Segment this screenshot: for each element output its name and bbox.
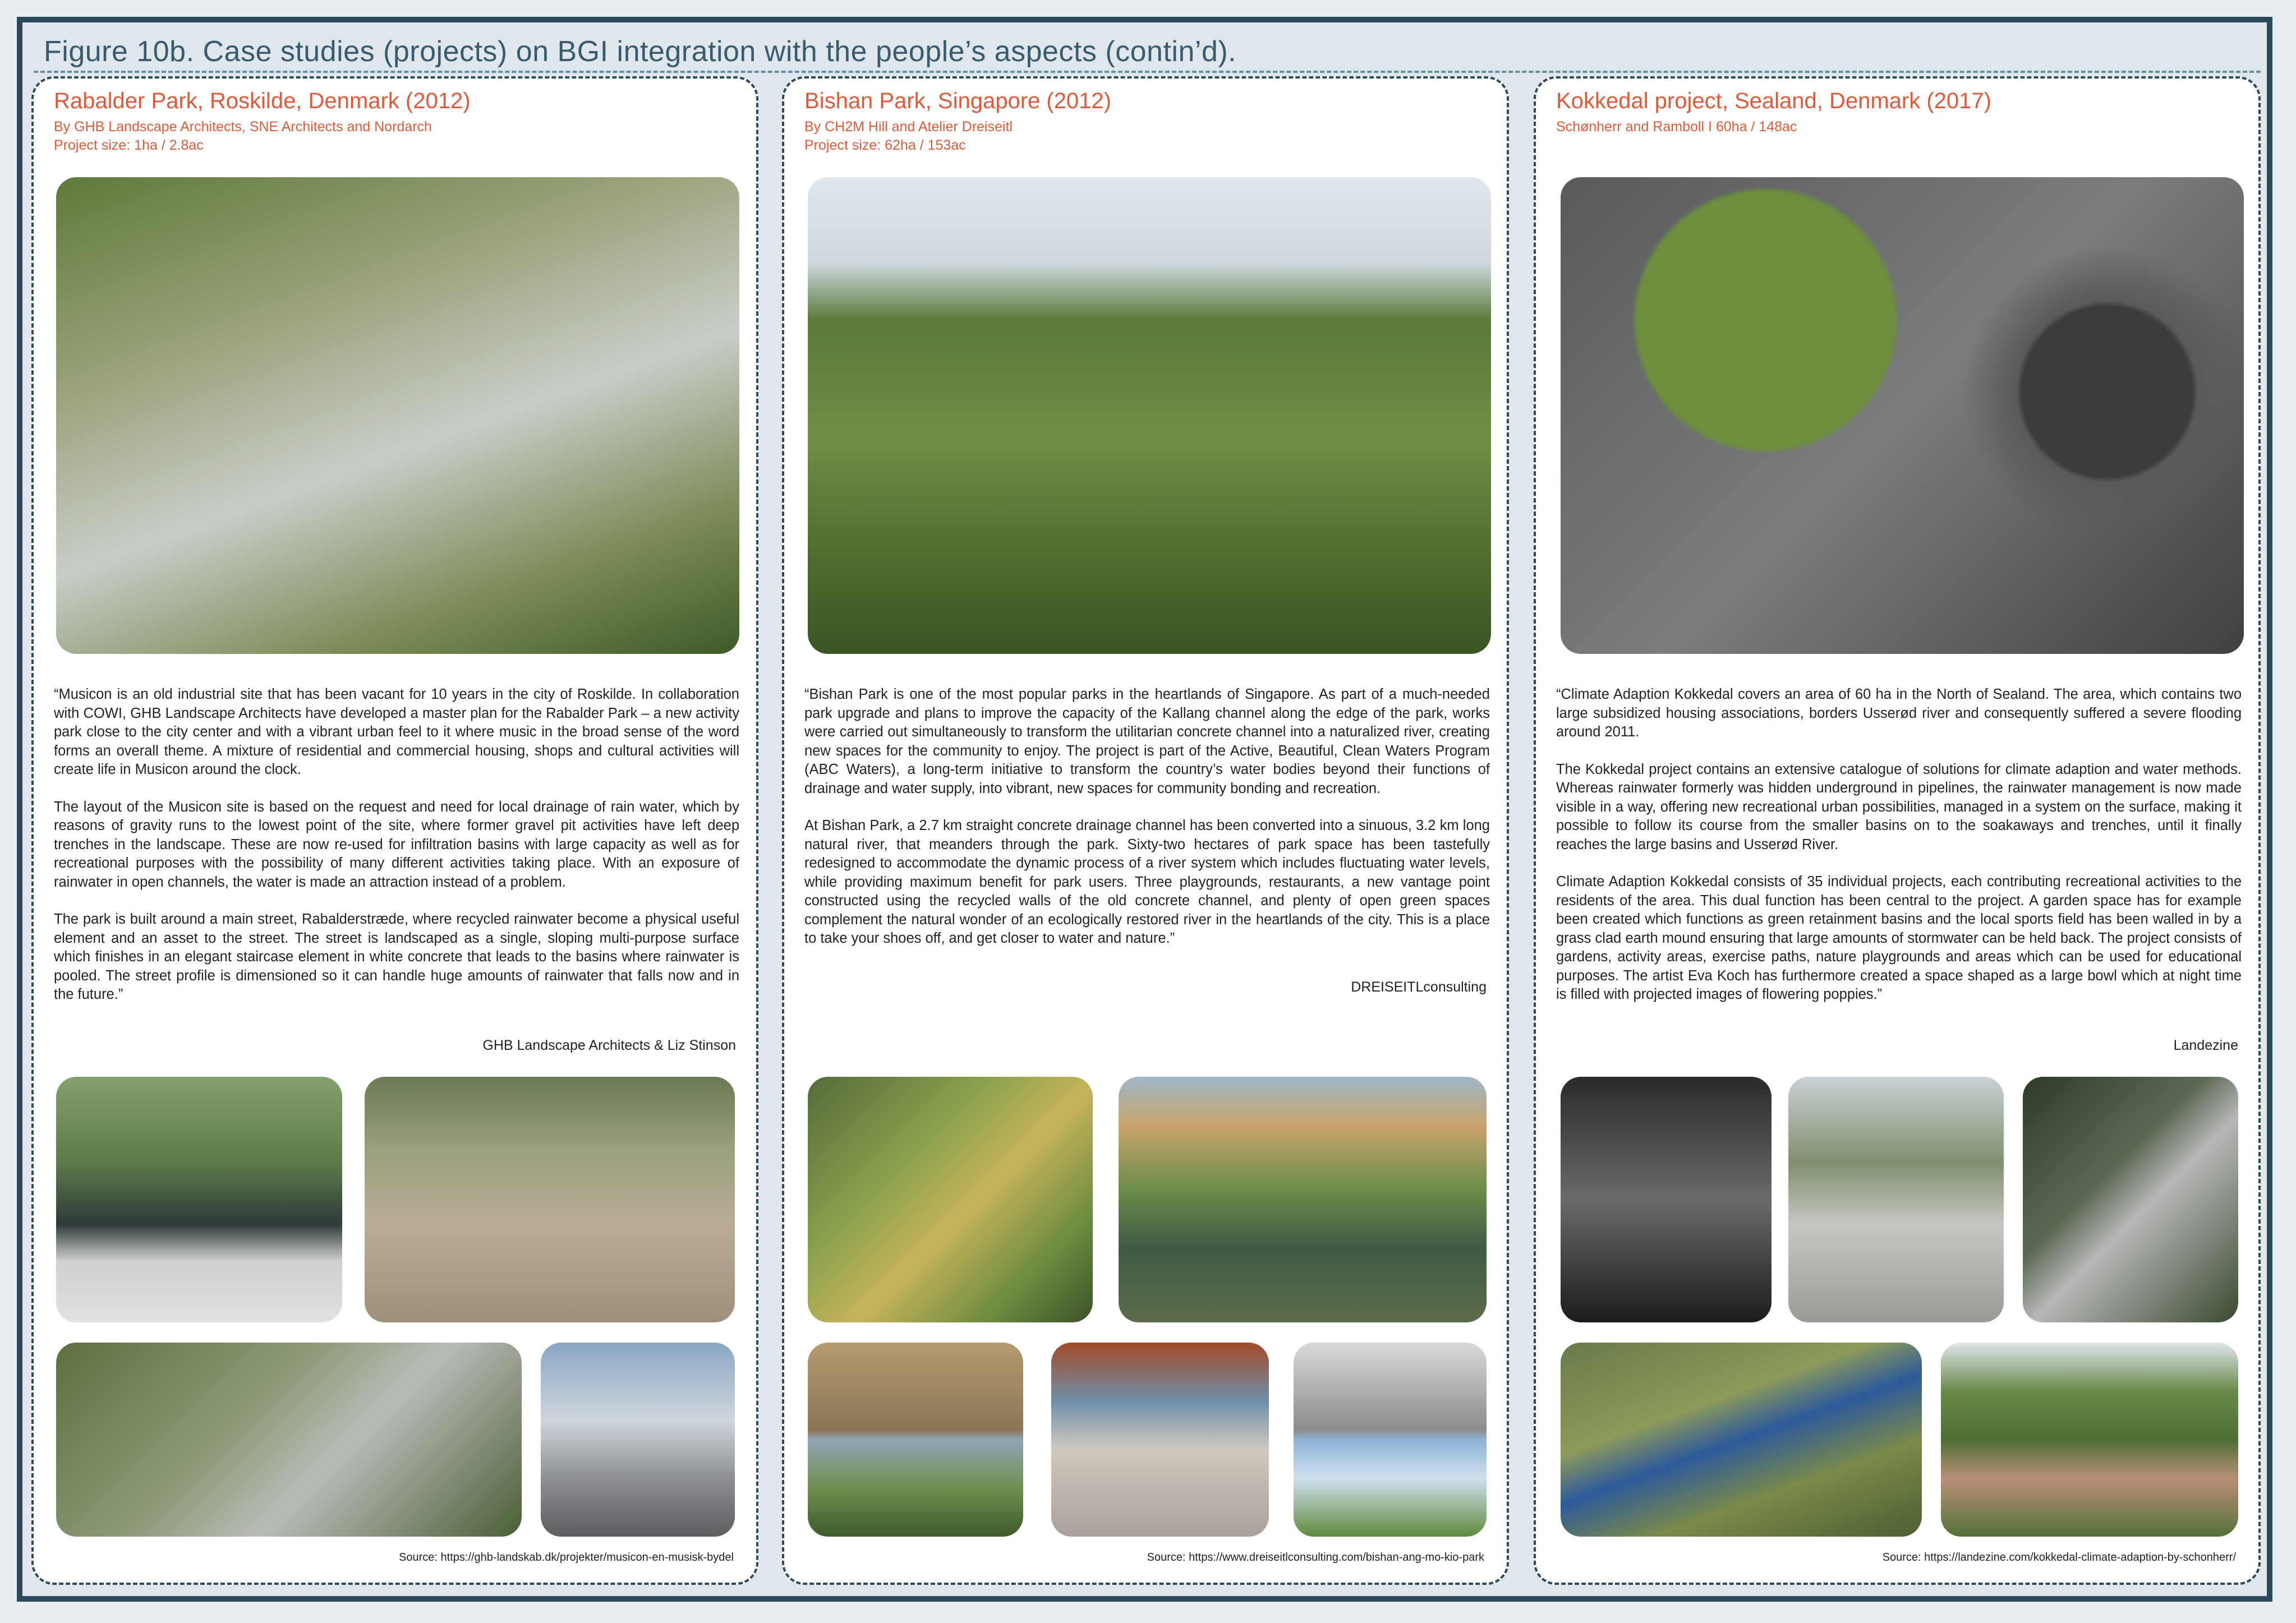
gallery-photo — [56, 1077, 342, 1322]
gallery-photo — [808, 1077, 1093, 1322]
main-photo — [808, 177, 1491, 654]
panel-body-text — [1556, 685, 2242, 1023]
paragraph: The park is built around a main street, Rabalderstræde, where recycled rainwater become a physical useful element and an asset to the street. The street is landscaped as a single, sloping multi-purpose surface which finishes in an elegant staircase element in white concrete that leads to the basins where rainwater is pooled. The street profile is dimensioned so it can handle huge amounts of rainwater that falls now and in the future.” — [54, 911, 739, 1002]
case-study-panel-bishan — [782, 76, 1509, 1585]
case-study-panel-kokkedal — [1534, 76, 2261, 1585]
gallery-photo — [1561, 1343, 1922, 1537]
gallery-photo — [2023, 1077, 2238, 1322]
paragraph: “Musicon is an old industrial site that has been vacant for 10 years in the city of Roskilde. In collaboration with COWI, GHB Landscape Architects have developed a master plan for the Rabalder Park – a new activity park close to the city center and with a vibrant urban feel to it where music in the broad sense of the word forms an overall theme. A mixture of residential and commercial housing, shops and cultural activities will create life in Musicon around the clock. — [54, 686, 739, 777]
panel-source: Source: https://landezine.com/kokkedal-climate-adaption-by-schonherr/ — [1882, 1551, 2236, 1564]
panel-credit: GHB Landscape Architects & Liz Stinson — [482, 1038, 736, 1053]
gallery-photo — [56, 1343, 522, 1537]
paragraph: “Bishan Park is one of the most popular parks in the heartlands of Singapore. As part of a much-needed park upgrade and plans to improve the capacity of the Kallang channel along the edge of the park, works were carried out simultaneously to transform the utilitarian concrete channel into a naturalized river, creating new spaces for the community to enjoy. The project is part of the Active, Beautiful, Clean Waters Program (ABC Waters), a long-term initiative to transform the country’s water bodies beyond their functions of drainage and water supply, into vibrant, new spaces for community bonding and recreation. — [804, 686, 1490, 796]
panel-title: Rabalder Park, Roskilde, Denmark (2012) — [54, 89, 471, 113]
panel-title: Kokkedal project, Sealand, Denmark (2017) — [1556, 89, 1991, 113]
paragraph: “Climate Adaption Kokkedal covers an area of 60 ha in the North of Sealand. The area, which contains two large subsidized housing associations, borders Usserød river and consequently suffered a severe flooding around 2011. — [1556, 686, 2242, 740]
gallery-photo — [365, 1077, 735, 1322]
gallery-photo — [1788, 1077, 2004, 1322]
gallery-photo — [808, 1343, 1023, 1537]
panel-body-text — [54, 685, 739, 1023]
panel-size: Project size: 1ha / 2.8ac — [54, 137, 204, 153]
paragraph: The Kokkedal project contains an extensive catalogue of solutions for climate adaption and water methods. Whereas rainwater formerly was hidden underground in pipelines, the rainwater management is now made visible in a way, offering new recreational urban possibilities, managed in a system on the surface, making it possible to follow its course from the smaller basins on to the soakaways and trenches, until it finally reaches the large basins and Usserød River. — [1556, 761, 2242, 852]
paragraph: Climate Adaption Kokkedal consists of 35 individual projects, each contributing recreational activities to the residents of the area. This dual function has been central to the project. A garden space has for example been created which functions as green retainment basins and the local sports field has been walled in by a grass clad earth mound ensuring that large amounts of stormwater can be held back. The project consists of gardens, activity areas, exercise paths, nature playgrounds and areas which can be used for educational purposes. The artist Eva Koch has furthermore created a space shaped as a large bowl which at night time is filled with projected images of flowering poppies.” — [1556, 874, 2242, 1002]
panel-subtitle — [804, 118, 1013, 155]
panel-title: Bishan Park, Singapore (2012) — [804, 89, 1111, 113]
panel-authors: By GHB Landscape Architects, SNE Architects and Nordarch — [54, 119, 432, 135]
panel-subtitle — [1556, 118, 1797, 136]
panel-source: Source: https://www.dreiseitlconsulting.com/bishan-ang-mo-kio-park — [1147, 1551, 1484, 1564]
panel-body-text — [804, 685, 1490, 967]
main-photo — [1561, 177, 2244, 654]
gallery-photo — [1561, 1077, 1772, 1322]
gallery-photo — [1119, 1077, 1487, 1322]
paragraph: The layout of the Musicon site is based on the request and need for local drainage of rain water, which by reasons of gravity runs to the lowest point of the site, where former gravel pit activities have left deep trenches in the landscape. These are now re-used for infiltration basins with large capacity as well as for recreational purposes with the possibility of many different activities taking place. With an exposure of rainwater in open channels, the water is made an attraction instead of a problem. — [54, 799, 739, 890]
case-study-panel-rabalder — [31, 76, 758, 1585]
gallery-photo — [1941, 1343, 2238, 1537]
main-photo — [56, 177, 739, 654]
panel-authors: Schønherr and Ramboll I 60ha / 148ac — [1556, 119, 1797, 135]
figure-title: Figure 10b. Case studies (projects) on BGI integration with the people’s aspects (contin’d). — [44, 35, 1237, 68]
paragraph: At Bishan Park, a 2.7 km straight concrete drainage channel has been converted into a sinuous, 3.2 km long natural river, that meanders through the park. Sixty-two hectares of park space has been tastefully redesigned to accommodate the dynamic process of a river system which includes fluctuating water levels, while providing maximum benefit for park users. Three playgrounds, restaurants, a new vantage point constructed using the recycled walls of the old concrete channel, and plenty of open green spaces complement the natural wonder of an ecologically restored river in the heartlands of the city. This is a place to take your shoes off, and get closer to water and nature.” — [804, 818, 1490, 946]
panel-credit: Landezine — [2173, 1038, 2238, 1053]
gallery-photo — [541, 1343, 735, 1537]
panel-size: Project size: 62ha / 153ac — [804, 137, 966, 153]
panel-source: Source: https://ghb-landskab.dk/projekter/musicon-en-musisk-bydel — [399, 1551, 734, 1564]
title-divider — [34, 71, 2261, 73]
panel-authors: By CH2M Hill and Atelier Dreiseitl — [804, 119, 1013, 135]
panel-subtitle — [54, 118, 432, 155]
gallery-photo — [1051, 1343, 1269, 1537]
gallery-photo — [1294, 1343, 1487, 1537]
panel-credit: DREISEITLconsulting — [1351, 979, 1487, 995]
